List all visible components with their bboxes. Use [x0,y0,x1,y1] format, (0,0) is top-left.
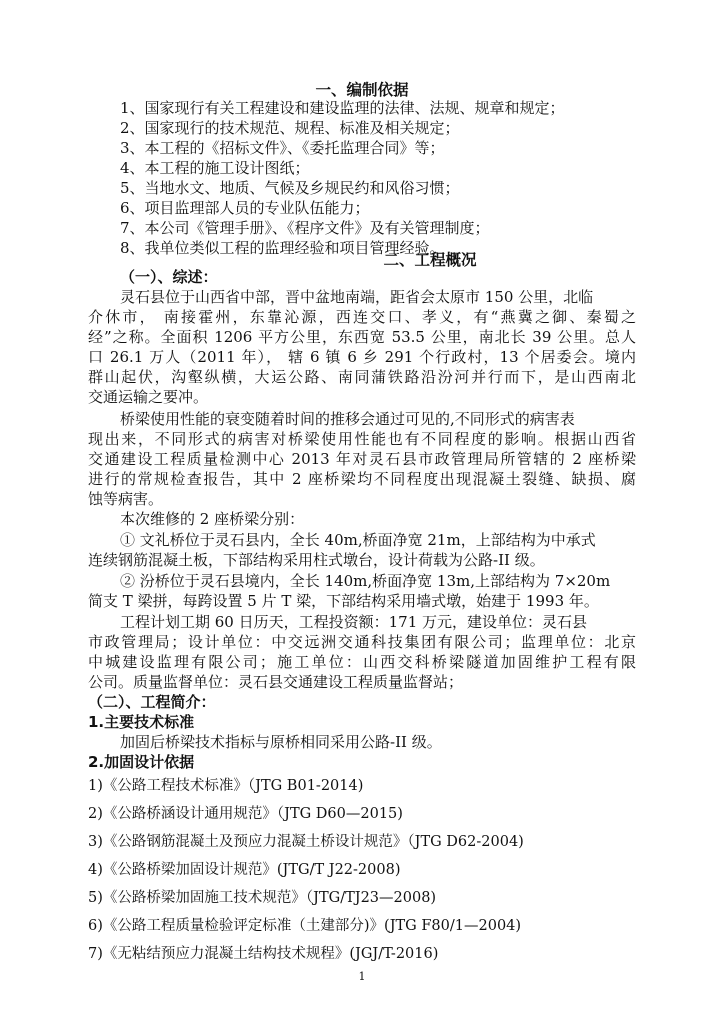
basis-item-8: 8、我单位类似工程的监理经验和项目管理经验。 [120,239,445,257]
section1-title: 一、编制依据 [315,81,409,99]
basis-item-6: 6、项目监理部人员的专业队伍能力； [120,199,370,217]
bridge2-line: ② 汾桥位于灵石县境内，全长 140m,桥面净宽 13m,上部结构为 7×20m [120,572,611,590]
reference-item: 7)《无粘结预应力混凝土结构技术规程》(JGJ/T-2016) [88,946,439,962]
para4-line: 中城建设监理有限公司；施工单位：山西交科桥梁隧道加固维护工程有限 [88,653,636,671]
overview-subtitle: （一）、综述： [120,268,218,286]
page-number: 1 [358,970,366,983]
reference-item: 3)《公路钢筋混凝土及预应力混凝土桥设计规范》（JTG D62-2004) [88,834,524,850]
basis-item-7: 7、本公司《管理手册》、《程序文件》及有关管理制度； [120,219,490,237]
para1-line: 口 26.1 万人（2011 年）， 辖 6 镇 6 乡 291 个行政村，13 个居委会。境内 [88,348,636,366]
para1-line: 经”之称。全面积 1206 平方公里，东西宽 53.5 公里，南北长 39 公里。总人 [88,328,636,346]
basis-item-5: 5、当地水文、地质、气候及乡规民约和风俗习惯； [120,179,460,197]
para4-line: 工程计划工期 60 日历天，工程投资额：171 万元，建设单位：灵石县 [120,613,588,631]
para1-line: 群山起伏，沟壑纵横，大运公路、南同蒲铁路沿汾河并行而下，是山西南北 [88,368,636,386]
para2-line: 进行的常规检查报告，其中 2 座桥梁均不同程度出现混凝土裂缝、缺损、腐 [88,470,636,488]
para3-line: 本次维修的 2 座桥梁分别： [120,510,305,528]
reference-item: 6)《公路工程质量检验评定标准（土建部分)》(JTG F80/1—2004) [88,918,522,934]
para4-line: 公司。质量监督单位：灵石县交通建设工程质量监督站； [88,673,464,691]
bridge2-line: 简支 T 梁拼，每跨设置 5 片 T 梁，下部结构采用墙式墩，始建于 1993 年。 [88,592,599,610]
basis-item-4: 4、本工程的施工设计图纸； [120,159,310,177]
tech-standard-heading: 1.主要技术标准 [88,713,195,731]
bridge1-line: 连续钢筋混凝土板，下部结构采用柱式墩台，设计荷载为公路-II 级。 [88,551,545,569]
basis-item-1: 1、国家现行有关工程建设和建设监理的法律、法规、规章和规定； [120,99,565,117]
para1-line: 介休市， 南接霍州，东靠沁源，西连交口、孝义，有“燕冀之御、秦蜀之 [88,308,636,326]
reference-item: 2)《公路桥涵设计通用规范》（JTG D60—2015) [88,806,403,822]
para2-line: 蚀等病害。 [88,490,164,508]
tech-standard-text: 加固后桥梁技术指标与原桥相同采用公路-II 级。 [120,733,442,751]
basis-item-3: 3、本工程的《招标文件》、《委托监理合同》等； [120,139,445,157]
bridge1-line: ① 文礼桥位于灵石县内，全长 40m,桥面净宽 21m，上部结构为中承式 [120,531,596,549]
para2-line: 交通建设工程质量检测中心 2013 年对灵石县市政管理局所管辖的 2 座桥梁 [88,450,636,468]
reference-item: 4)《公路桥梁加固设计规范》(JTG/T J22-2008) [88,862,401,878]
para1-line: 灵石县位于山西省中部，晋中盆地南端，距省会太原市 150 公里，北临 [120,288,594,306]
reference-item: 1)《公路工程技术标准》（JTG B01-2014) [88,778,364,794]
intro-subtitle: （二）、工程简介： [88,693,216,711]
para4-line: 市政管理局；设计单位：中交远洲交通科技集团有限公司；监理单位：北京 [88,633,636,651]
design-basis-heading: 2.加固设计依据 [88,753,195,771]
para2-line: 桥梁使用性能的衰变随着时间的推移会通过可见的,不同形式的病害表 [120,410,575,428]
reference-item: 5)《公路桥梁加固施工技术规范》（JTG/TJ23—2008) [88,890,437,906]
para2-line: 现出来，不同形式的病害对桥梁使用性能也有不同程度的影响。根据山西省 [88,430,636,448]
section2-title: 二、工程概况 [383,251,477,269]
basis-item-2: 2、国家现行的技术规范、规程、标准及相关规定； [120,119,460,137]
para1-line: 交通运输之要冲。 [88,388,209,406]
